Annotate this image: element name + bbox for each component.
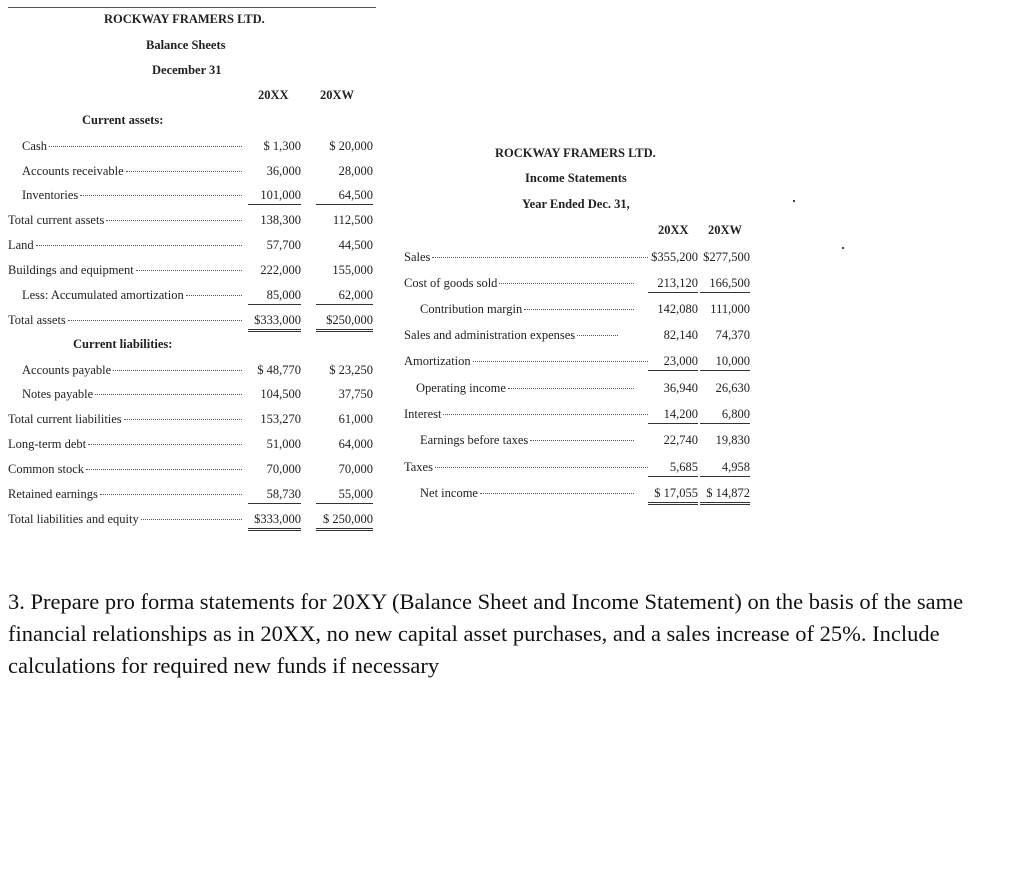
value-20xw: 10,000 — [700, 354, 750, 371]
value-20xw: 55,000 — [316, 487, 373, 504]
is-company-title: ROCKWAY FRAMERS LTD. — [495, 146, 656, 160]
value-20xx: 153,270 — [260, 412, 301, 426]
is-row-interest — [400, 407, 755, 427]
bs-row-accumulated-amortization — [0, 288, 380, 308]
value-20xx: 23,000 — [648, 354, 698, 371]
value-20xw: 28,000 — [338, 164, 373, 178]
value-20xw: 166,500 — [700, 276, 750, 293]
row-label: Operating income — [416, 381, 506, 395]
value-20xw: $ 23,250 — [329, 363, 373, 377]
is-row-contribution-margin — [400, 302, 755, 322]
value-20xx: 138,300 — [260, 213, 301, 227]
is-row-sga — [400, 328, 755, 348]
value-20xw: 44,500 — [338, 238, 373, 252]
value-20xw: 62,000 — [316, 288, 373, 305]
value-20xx: 82,140 — [663, 328, 698, 342]
value-20xw: 64,500 — [316, 188, 373, 205]
bs-row-common-stock — [0, 462, 380, 482]
bs-col-20xw: 20XW — [320, 88, 355, 102]
bs-row-total-assets — [0, 313, 380, 333]
row-label: Net income — [420, 486, 478, 500]
bs-row-total-liabilities-equity — [0, 512, 380, 532]
value-20xw: 112,500 — [332, 213, 373, 227]
value-20xw: 64,000 — [338, 437, 373, 451]
value-20xx: $355,200 — [651, 250, 698, 264]
value-20xx: 70,000 — [266, 462, 301, 476]
value-20xx: $ 48,770 — [257, 363, 301, 377]
stray-mark — [842, 247, 844, 249]
top-rule — [8, 7, 376, 8]
bs-row-inventories — [0, 188, 380, 208]
bs-row-receivables — [0, 164, 380, 184]
is-col-20xw: 20XW — [708, 223, 743, 237]
is-row-sales — [400, 250, 755, 270]
value-20xx: 22,740 — [663, 433, 698, 447]
row-label: Buildings and equipment — [8, 263, 134, 277]
value-20xw: $ 250,000 — [316, 512, 373, 531]
row-label: Total assets — [8, 313, 66, 327]
row-label: Common stock — [8, 462, 85, 476]
value-20xw: $250,000 — [316, 313, 373, 332]
row-label: Earnings before taxes — [420, 433, 529, 447]
bs-row-total-current-liabilities — [0, 412, 380, 432]
value-20xx: 5,685 — [648, 460, 698, 477]
row-label: Interest — [404, 407, 442, 421]
bs-date: December 31 — [152, 63, 222, 77]
value-20xx: 51,000 — [266, 437, 301, 451]
row-label: Retained earnings — [8, 487, 98, 501]
value-20xx: $ 17,055 — [648, 486, 698, 505]
value-20xw: $ 20,000 — [329, 139, 373, 153]
row-label: Total current liabilities — [8, 412, 122, 426]
is-row-cogs — [400, 276, 755, 296]
value-20xx: 104,500 — [260, 387, 301, 401]
is-period: Year Ended Dec. 31, — [522, 197, 630, 211]
is-row-operating-income — [400, 381, 755, 401]
value-20xx: 222,000 — [260, 263, 301, 277]
bs-row-total-current-assets — [0, 213, 380, 233]
value-20xw: 61,000 — [338, 412, 373, 426]
value-20xw: 6,800 — [700, 407, 750, 424]
bs-row-buildings — [0, 263, 380, 283]
value-20xx: 36,940 — [663, 381, 698, 395]
row-label: Less: Accumulated amortization — [22, 288, 184, 302]
value-20xw: 70,000 — [338, 462, 373, 476]
row-label: Accounts payable — [22, 363, 112, 377]
value-20xx: 58,730 — [248, 487, 301, 504]
value-20xw: 19,830 — [715, 433, 750, 447]
row-label: Sales — [404, 250, 431, 264]
row-label: Contribution margin — [420, 302, 523, 316]
bs-row-retained-earnings — [0, 487, 380, 507]
value-20xx: 85,000 — [248, 288, 301, 305]
bs-current-assets-heading: Current assets: — [82, 113, 164, 127]
is-row-amortization — [400, 354, 755, 374]
row-label: Accounts receivable — [22, 164, 124, 178]
value-20xw: $ 14,872 — [700, 486, 750, 505]
bs-row-accounts-payable — [0, 363, 380, 383]
stray-mark — [793, 200, 795, 202]
row-label: Taxes — [404, 460, 433, 474]
row-label: Total current assets — [8, 213, 105, 227]
value-20xx: 142,080 — [657, 302, 698, 316]
bs-statement-title: Balance Sheets — [146, 38, 226, 52]
is-row-ebt — [400, 433, 755, 453]
value-20xw: 4,958 — [700, 460, 750, 477]
value-20xx: 213,120 — [648, 276, 698, 293]
row-label: Inventories — [22, 188, 79, 202]
value-20xw: 37,750 — [338, 387, 373, 401]
value-20xx: 101,000 — [248, 188, 301, 205]
row-label: Land — [8, 238, 34, 252]
bs-col-20xx: 20XX — [258, 88, 289, 102]
value-20xx: 36,000 — [266, 164, 301, 178]
question-text: 3. Prepare pro forma statements for 20XY (Balance Sheet and Income Statement) on the basis of the same financial relationships as in 20XX, no new capital asset purchases, and a sales increase of 25%. Include calculations for required new funds if necessary — [8, 589, 964, 678]
value-20xx: $333,000 — [248, 313, 301, 332]
value-20xx: $333,000 — [248, 512, 301, 531]
bs-row-notes-payable — [0, 387, 380, 407]
bs-row-cash — [0, 139, 380, 159]
is-row-net-income — [400, 486, 755, 506]
row-label: Notes payable — [22, 387, 94, 401]
value-20xx: 57,700 — [266, 238, 301, 252]
value-20xx: 14,200 — [648, 407, 698, 424]
value-20xw: 74,370 — [715, 328, 750, 342]
bs-current-liabilities-heading: Current liabilities: — [73, 337, 173, 351]
bs-row-land — [0, 238, 380, 258]
value-20xw: 155,000 — [332, 263, 373, 277]
is-row-taxes — [400, 460, 755, 480]
row-label: Amortization — [404, 354, 471, 368]
value-20xw: 26,630 — [715, 381, 750, 395]
value-20xw: $277,500 — [703, 250, 750, 264]
row-label: Total liabilities and equity — [8, 512, 139, 526]
is-col-20xx: 20XX — [658, 223, 689, 237]
value-20xw: 111,000 — [710, 302, 750, 316]
row-label: Long-term debt — [8, 437, 87, 451]
bs-company-title: ROCKWAY FRAMERS LTD. — [104, 12, 265, 26]
row-label: Cash — [22, 139, 47, 153]
row-label: Sales and administration expenses — [404, 328, 576, 342]
row-label: Cost of goods sold — [404, 276, 498, 290]
is-statement-title: Income Statements — [525, 171, 627, 185]
bs-row-long-term-debt — [0, 437, 380, 457]
value-20xx: $ 1,300 — [263, 139, 301, 153]
